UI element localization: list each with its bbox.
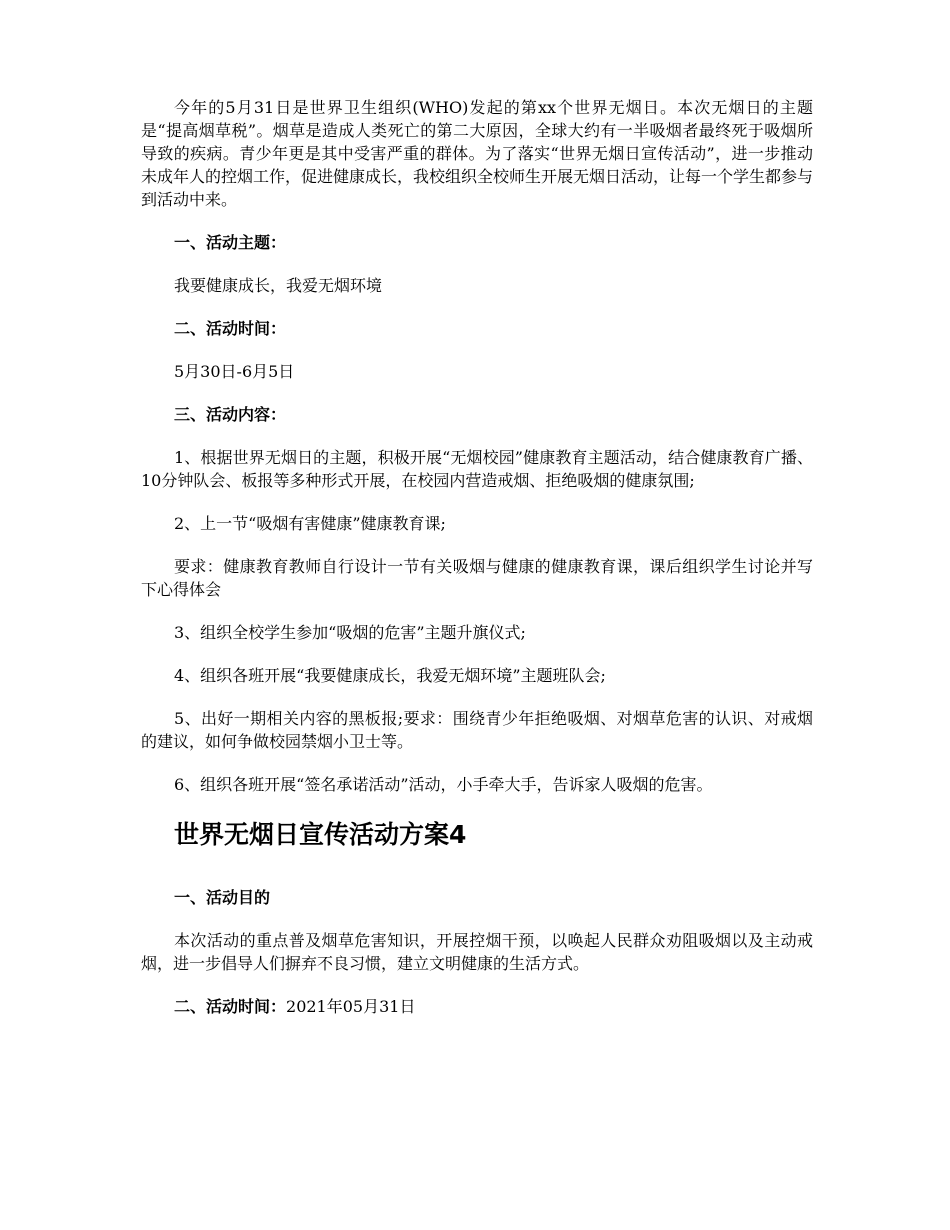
heading-activity-theme: 一、活动主题： <box>174 233 287 252</box>
activity-goal-text: 本次活动的重点普及烟草危害知识，开展控烟干预，以唤起人民群众劝阻吸烟以及主动戒烟，进一步倡导人们摒弃不良习惯，建立文明健康的生活方式。 <box>141 931 813 973</box>
heading-activity-goal: 一、活动目的 <box>174 888 271 907</box>
intro-paragraph: 今年的5月31日是世界卫生组织(WHO)发起的第xx个世界无烟日。本次无烟日的主题是“提高烟草税”。烟草是造成人类死亡的第二大原因，全球大约有一半吸烟者最终死于吸烟所导致的疾病。青少年更是其中受害严重的群体。为了落实“世界无烟日宣传活动”，进一步推动未成年人的控烟工作，促进健康成长，我校组织全校师生开展无烟日活动，让每一个学生都参与到活动中来。 <box>141 98 814 209</box>
document-page <box>141 96 813 1038</box>
activity-theme-text: 我要健康成长，我爱无烟环境 <box>174 276 383 295</box>
section-4-time-value: 2021年05月31日 <box>286 997 416 1016</box>
heading-activity-content: 三、活动内容： <box>174 405 287 424</box>
content-item-2: 2、上一节“吸烟有害健康”健康教育课; <box>174 514 446 533</box>
content-item-2-requirement: 要求：健康教育教师自行设计一节有关吸烟与健康的健康教育课，课后组织学生讨论并写下心得体会 <box>141 557 813 599</box>
content-item-1: 1、根据世界无烟日的主题，积极开展“无烟校园”健康教育主题活动，结合健康教育广播、10分钟队会、板报等多种形式开展，在校园内营造戒烟、拒绝吸烟的健康氛围; <box>141 448 813 490</box>
section-4-time-line <box>141 995 813 1018</box>
heading-activity-time: 二、活动时间： <box>174 319 287 338</box>
content-item-4: 4、组织各班开展“我要健康成长，我爱无烟环境”主题班队会; <box>174 666 606 685</box>
content-item-5: 5、出好一期相关内容的黑板报;要求：围绕青少年拒绝吸烟、对烟草危害的认识、对戒烟的建议，如何争做校园禁烟小卫士等。 <box>141 709 813 751</box>
section-4-title: 世界无烟日宣传活动方案4 <box>174 820 467 849</box>
content-item-6: 6、组织各班开展“签名承诺活动”活动，小手牵大手，告诉家人吸烟的危害。 <box>174 775 713 794</box>
content-item-3: 3、组织全校学生参加“吸烟的危害”主题升旗仪式; <box>174 623 526 642</box>
activity-time-text: 5月30日-6月5日 <box>174 362 295 381</box>
section-4-time-label: 二、活动时间： <box>174 997 287 1016</box>
